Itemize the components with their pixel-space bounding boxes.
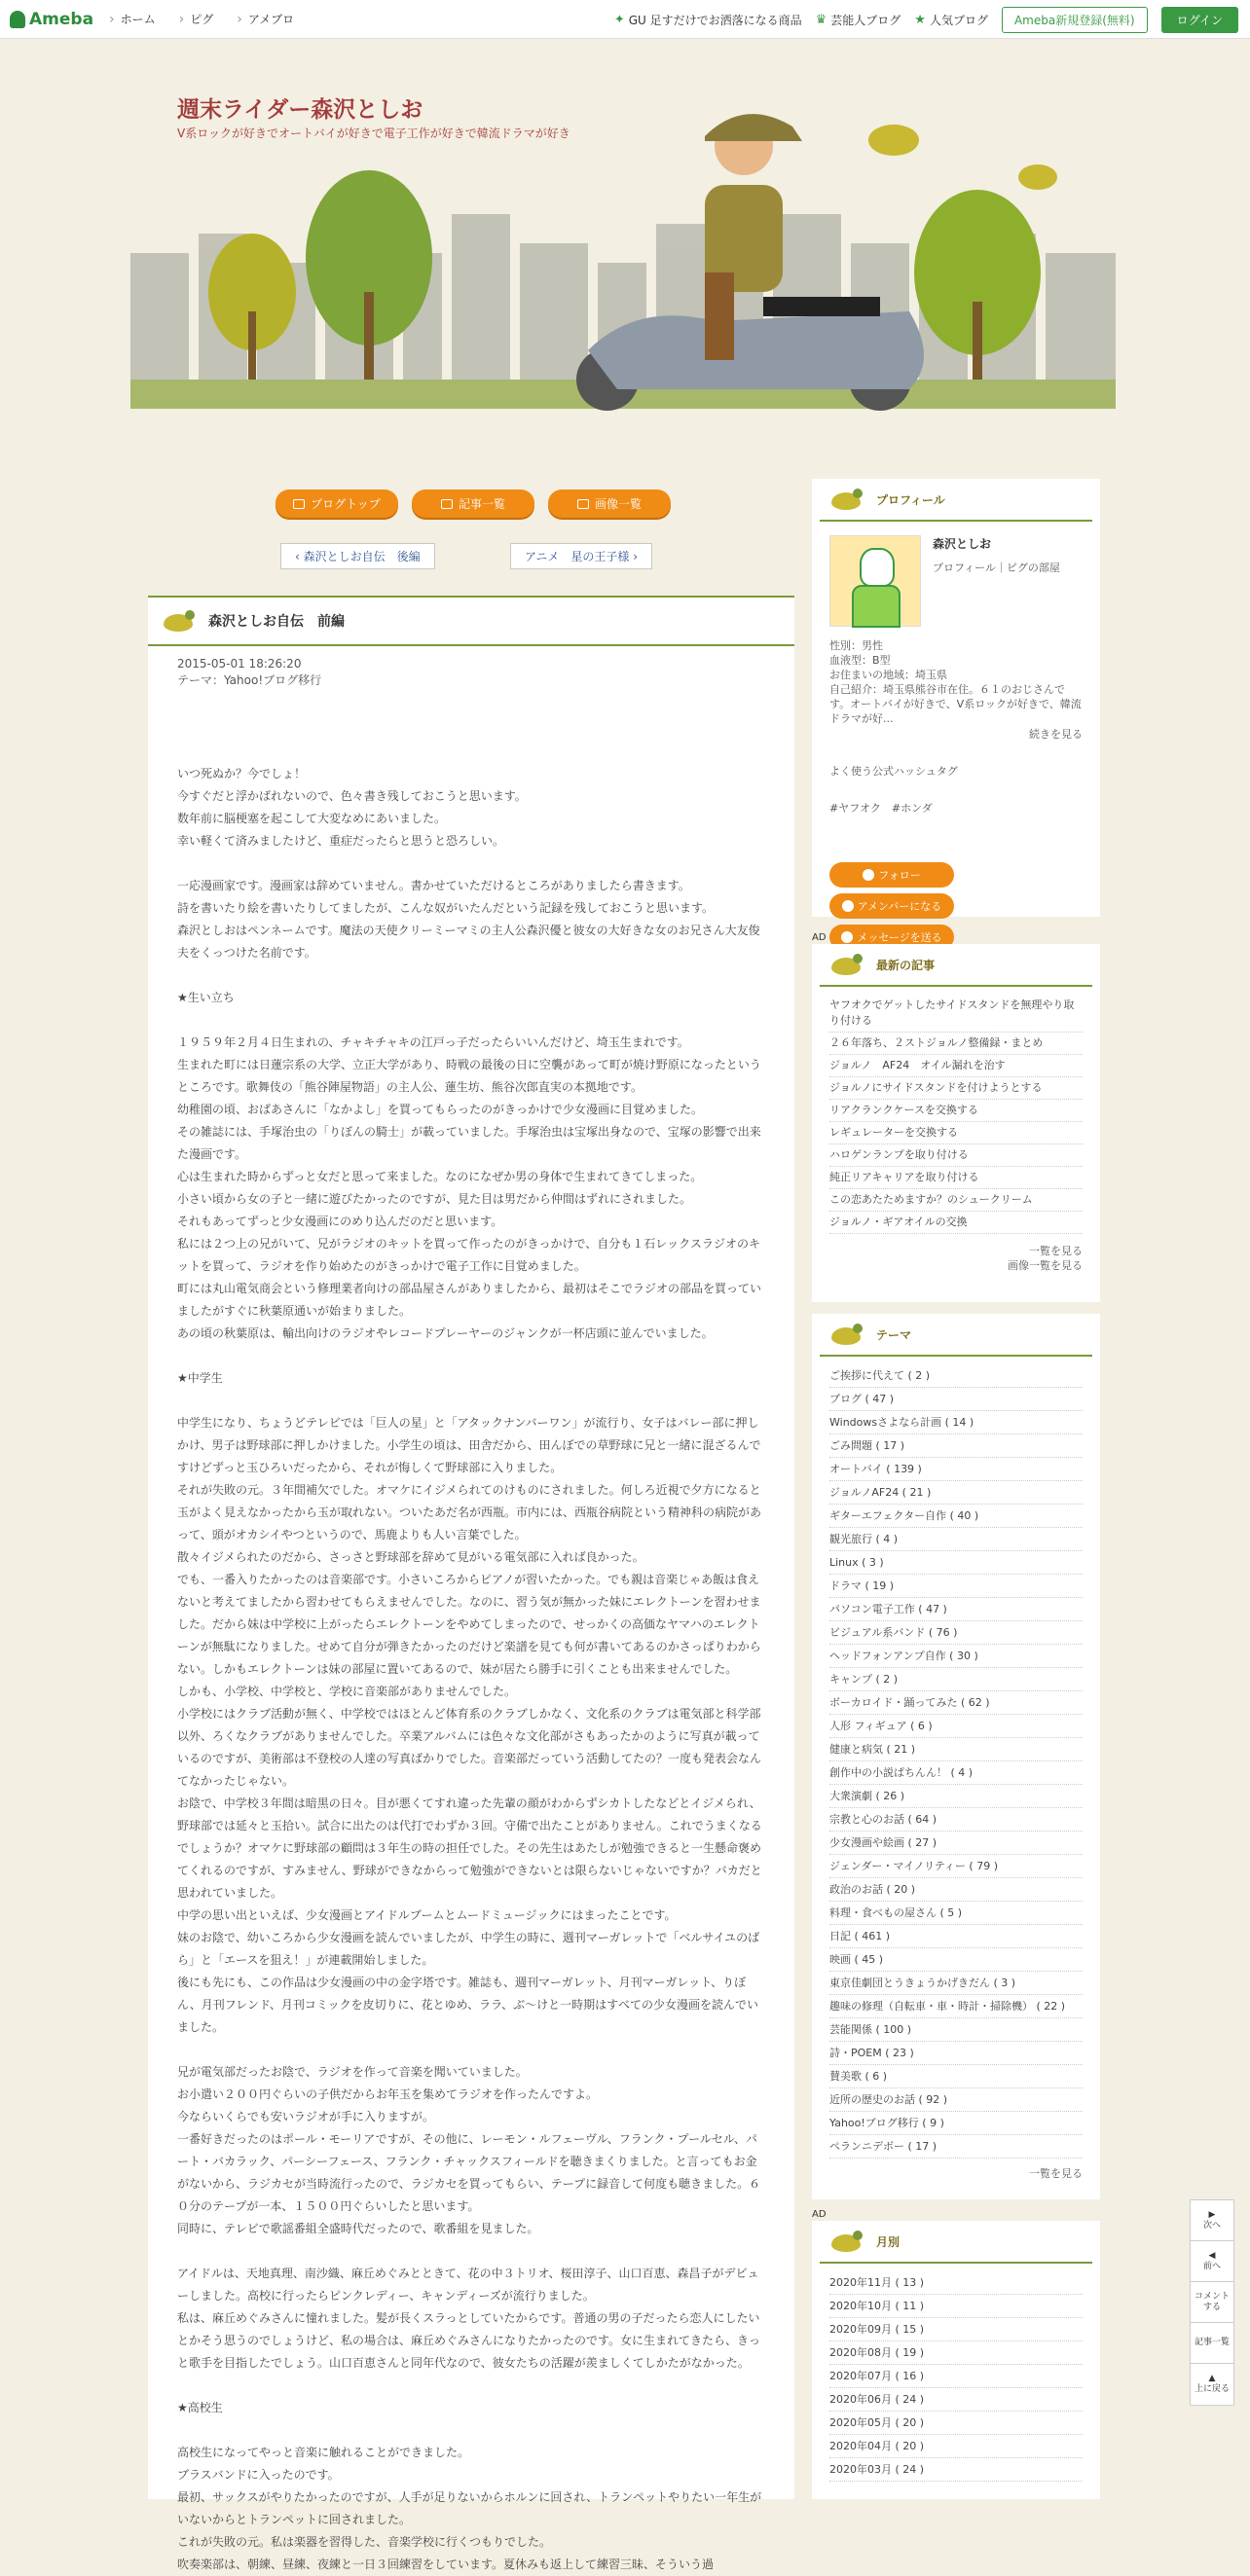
nav-pigg[interactable]: › ピグ xyxy=(179,11,214,27)
theme-item[interactable]: ジェンダー・マイノリティー ( 79 ) xyxy=(829,1855,1083,1878)
month-item[interactable]: 2020年09月 ( 15 ) xyxy=(829,2318,1083,2341)
home-icon xyxy=(293,499,305,509)
prev-button[interactable]: ◀ 前へ xyxy=(1191,2241,1233,2282)
month-item[interactable]: 2020年11月 ( 13 ) xyxy=(829,2271,1083,2295)
top-bar xyxy=(0,0,1250,39)
back-icon: ◀ xyxy=(1208,2250,1216,2261)
floating-nav xyxy=(1190,2199,1234,2406)
hashtag-title: よく使う公式ハッシュタグ xyxy=(829,765,958,778)
theme-item[interactable]: ギターエフェクター自作 ( 40 ) xyxy=(829,1505,1083,1528)
month-item[interactable]: 2020年08月 ( 19 ) xyxy=(829,2341,1083,2365)
bird-icon xyxy=(827,487,866,512)
list-item[interactable]: ジョルノ・ギアオイルの交換 xyxy=(829,1212,1083,1234)
theme-item[interactable]: 料理・食べもの屋さん ( 5 ) xyxy=(829,1902,1083,1925)
month-item[interactable]: 2020年10月 ( 11 ) xyxy=(829,2295,1083,2318)
mail-icon xyxy=(841,931,853,943)
list-item[interactable]: レギュレーターを交換する xyxy=(829,1122,1083,1144)
theme-item[interactable]: 趣味の修理（自転車・車・時計・掃除機） ( 22 ) xyxy=(829,1995,1083,2018)
article-body: いつ死ぬか？今でしょ！ 今すぐだと浮かばれないので、色々書き残しておこうと思います。 数年前に脳梗塞を起こして大変なめにあいました。 幸い軽くて済みましたけど、重症だったらと思うと恐ろしい。 一応漫画家です。漫画家は辞めていません。書かせていただけるところがありましたら書きます。 詩を書いたり絵を書いたりしてましたが、こんな奴がいたんだという記録を残しておこうと思います。 森沢としおはペンネームです。魔法の天使クリーミーマミの主人公森沢優と彼女の大好きな女のお兄さん大友俊夫をくっつけた名前です。 ★生い立ち １９５９年２月４日生まれの、チャキチャキの江戸っ子だったらいいんだけど、埼玉生まれです。 生まれた町には日蓮宗系の大学、立正大学があり、時戦の最後の日に空襲があって町が焼け野原になったというところです。歌舞伎の「熊谷陣屋物語」の主人公、蓮生坊、熊谷次郎直実の本拠地です。 幼稚園の頃、おばあさんに「なかよし」を買ってもらったのがきっかけで少女漫画に目覚めました。 その雑誌には、手塚治虫の「りぼんの騎士」が載っていました。手塚治虫は宝塚出身なので、宝塚の影響で出来た漫画です。 心は生まれた時からずっと女だと思って来ました。なのになぜか男の身体で生まれてきてしまった。 小さい頃から女の子と一緒に遊びたかったのですが、見た目は男だから仲間はずれにされました。 それもあってずっと少女漫画にのめり込んだのだと思います。 私には２つ上の兄がいて、兄がラジオのキットを買って作ったのがきっかけで、自分も１石レックスラジオのキットを買って、ラジオを作り始めたのがきっかけで電子工作に目覚めました。 町には丸山電気商会という修理業者向けの部品屋さんがありましたから、最初はそこでラジオの部品を買っていましたがすぐに秋葉原通いが始まりました。 あの頃の秋葉原は、輸出向けのラジオやレコードプレーヤーのジャンクが一杯店頭に並んでいました。 ★中学生 中学生になり、ちょうどテレビでは「巨人の星」と「アタックナンバーワン」が流行り、女子はバレー部に押しかけ、男子は野球部に押しかけました。小学生の頃は、田舎だから、田んぼでの草野球に兄と一緒に混ざるんですけどずっと玉ひろいだったから、それが悔しくて野球部に入りました。 それが失敗の元。３年間補欠でした。オマケにイジメられてのけものにされました。何しろ近視で夕方になると玉がよく見えなかったから玉が取れない。ついたあだ名が西瓶。市内には、西瓶谷病院という精神科の病院があって、頭がオカシイやつというので、馬鹿よりも人い言葉でした。 散々イジメられたのだから、さっさと野球部を辞めて見がいる電気部に入れば良かった。 でも、一番入りたかったのは音楽部です。小さいころからピアノが習いたかった。でも親は音楽じゃあ飯は食えないと考えてましたから習わせてもらえませんでした。なのに、習う気が無かった妹にエレクトーンを習わせました。だから妹は中学校に上がったらエレクトーンをやめてしまったので、せっかくの高価なヤマハのエレクトーンが無駄になりました。せめて自分が弾きたかったのだけど楽譜を見ても何が書いてあるのかさっぱりわからない。しかもエレクトーンは妹の部屋に置いてあるので、妹が居たら勝手に引くことも出来ませんでした。 しかも、小学校、中学校と、学校に音楽部がありませんでした。 小学校にはクラブ活動が無く、中学校ではほとんど体育系のクラブしかなく、文化系のクラブは電気部と科学部以外、ろくなクラブがありませんでした。卒業アルバムには色々な文化部がさもあったかのように写真が載っているのですが、美術部は不登校の人達の写真ばかりでした。音楽部だっていう活動してたの？一度も発表会なんてなかったじゃない。 お陰で、中学校３年間は暗黒の日々。目が悪くてすれ違った先輩の顔がわからずシカトしたなどとイジメられ、野球部では延々と玉拾い。試合に出たのは代打でわずか３回。守備で出たことがありません。これでうまくなるでしょうか？オマケに野球部の顧問は３年生の時の担任でした。その先生はあたしが勉強できると一生懸命褒めてくれるのですが、すみません、野球ができなからって勉強ができないとは限らないじゃないですか？バカだと思われていました。 中学の思い出といえば、少女漫画とアイドルブームとムードミュージックにはまったことです。 妹のお陰で、幼いころから少女漫画を読んでいましたが、中学生の時に、週刊マーガレットで「ベルサイユのばら」と「エースを狙え！」が連載開始しました。 後にも先にも、この作品は少女漫画の中の金字塔です。雑誌も、週刊マーガレット、月刊マーガレット、りぼん、月刊フレンド、月刊コミックを皮切りに、花とゆめ、ララ、ぶ〜けと一時期はすべての少女漫画を読んでいました。 兄が電気部だったお陰で、ラジオを作って音楽を聞いていました。 お小遣い２００円ぐらいの子供だからお年玉を集めてラジオを作ったんですよ。 今ならいくらでも安いラジオが手に入りますが。 一番好きだったのはポール・モーリアですが、その他に、レーモン・ルフェーヴル、フランク・プールセル、パート・バカラック、パーシーフェース、フランク・チャックスフィールドを聴きまくりました。と言ってもお金がないから、ラジカセが当時流行ったので、ラジカセを買ってもらい、テープに録音して何度も聴きました。６０分のテープが一本、１５００円ぐらいしたと思います。 同時に、テレビで歌謡番組全盛時代だったので、歌番組を見ました。 アイドルは、天地真理、南沙織、麻丘めぐみとときて、花の中３トリオ、桜田淳子、山口百恵、森昌子がデビューしました。高校に行ったらピンクレディー、キャンディーズが流行りました。 私は、麻丘めぐみさんに憧れました。髪が長くスラっとしていたからです。普通の男の子だったら恋人にしたいとかそう思うのでしょうけど、私の場合は、麻丘めぐみさんになりたかったのです。女に生まれてきたら、きっと歌手を目指したでしょう。山口百恵さんと同年代なので、彼女たちの活躍が羨ましくてしかたがなかった。 ★高校生 高校生になってやっと音楽に触れることができました。 ブラスバンドに入ったのです。 最初、サックスがやりたかったのですが、人手が足りないからホルンに回され、トランペットやりたい一年生がいないからとトランペットに回されました。 これが失敗の元。私は楽器を習得した、音楽学校に行くつもりでした。 吹奏楽部は、朝練、昼練、夜練と一日３回練習をしています。夏休みも返上して練習三昧、そういう過 xyxy=(177,767,762,2571)
recent-articles-widget xyxy=(812,944,1100,1302)
themes-widget xyxy=(812,1314,1100,2199)
camera-icon xyxy=(577,499,589,509)
blog-title[interactable]: 週末ライダー森沢としお xyxy=(177,97,423,123)
theme-item[interactable]: Yahoo!ブログ移行 ( 9 ) xyxy=(829,2112,1083,2135)
themes-list xyxy=(812,1357,1100,2189)
follow-button[interactable]: フォロー xyxy=(829,862,954,888)
back-to-top-button[interactable]: ▲ 上に戻る xyxy=(1194,2374,1230,2394)
popular-blog-link[interactable]: ★ 人気ブログ xyxy=(914,13,988,27)
theme-item[interactable]: ブログ ( 47 ) xyxy=(829,1388,1083,1411)
theme-item[interactable]: 東京佳劇団とうきょうかげきだん ( 3 ) xyxy=(829,1972,1083,1995)
profile-name[interactable]: 森沢としお xyxy=(933,537,992,551)
month-item[interactable]: 2020年03月 ( 24 ) xyxy=(829,2458,1083,2482)
theme-item[interactable]: 詩・POEM ( 23 ) xyxy=(829,2042,1083,2065)
prev-article-link[interactable]: ‹ 森沢としお自伝 後編 xyxy=(280,543,435,569)
theme-item[interactable]: オートバイ ( 139 ) xyxy=(829,1458,1083,1481)
theme-item[interactable]: 観光旅行 ( 4 ) xyxy=(829,1528,1083,1551)
article-list-button[interactable]: 記事一覧 xyxy=(412,490,534,518)
plus-icon xyxy=(863,869,874,881)
amember-button[interactable]: アメンバーになる xyxy=(829,893,954,919)
article-meta xyxy=(177,656,321,689)
theme-item[interactable]: 人形 フィギュア ( 6 ) xyxy=(829,1715,1083,1738)
nav-ameblo[interactable]: › アメブロ xyxy=(237,11,294,27)
bird-icon xyxy=(827,2229,866,2254)
monthly-widget xyxy=(812,2221,1100,2499)
image-list-button[interactable]: 画像一覧 xyxy=(548,490,671,518)
themes-heading: テーマ xyxy=(876,1327,912,1342)
star-icon: ★ xyxy=(914,13,926,27)
ameba-logo[interactable]: Ameba xyxy=(10,10,93,29)
register-button[interactable]: Ameba新規登録(無料) xyxy=(1002,7,1148,33)
frog-icon xyxy=(10,11,25,28)
login-button[interactable]: ログイン xyxy=(1161,7,1238,33)
theme-item[interactable]: 健康と病気 ( 21 ) xyxy=(829,1738,1083,1761)
list-item[interactable]: ２６年落ち、２ストジョルノ整備録・まとめ xyxy=(829,1033,1083,1055)
profile-heading: プロフィール xyxy=(820,479,1092,522)
list-item[interactable]: この恋あたためますか？のシュークリーム xyxy=(829,1189,1083,1212)
promo-link[interactable]: ✦ GU 足すだけでお洒落になる商品 xyxy=(613,13,802,27)
months-heading: 月別 xyxy=(876,2234,901,2249)
article-date: 2015-05-01 18:26:20 xyxy=(177,657,302,671)
theme-item[interactable]: 政治のお話 ( 20 ) xyxy=(829,1878,1083,1902)
theme-item[interactable]: 賛美歌 ( 6 ) xyxy=(829,2065,1083,2088)
month-item[interactable]: 2020年04月 ( 20 ) xyxy=(829,2435,1083,2458)
theme-item[interactable]: ヘッドフォンアンプ自作 ( 30 ) xyxy=(829,1645,1083,1668)
next-article-link[interactable]: アニメ 星の王子様 › xyxy=(510,543,652,569)
bird-icon xyxy=(160,608,199,634)
article-header xyxy=(148,596,794,646)
list-item[interactable]: ハロゲンランプを取り付ける xyxy=(829,1144,1083,1167)
star-icon: ✦ xyxy=(613,13,625,27)
blog-description: V系ロックが好きでオートバイが好きで電子工作が好きで韓流ドラマが好き xyxy=(177,127,570,140)
list-item[interactable]: ヤフオクでゲットしたサイドスタンドを無理やり取り付ける xyxy=(829,995,1083,1033)
next-button[interactable]: ▶ 次へ xyxy=(1191,2200,1233,2241)
ad-label: AD xyxy=(812,932,827,943)
article-pager xyxy=(280,543,652,569)
crown-icon: ♛ xyxy=(815,13,827,27)
comment-button[interactable]: コメントする xyxy=(1191,2282,1233,2323)
avatar[interactable] xyxy=(829,535,921,627)
blog-top-button[interactable]: ブログトップ xyxy=(276,490,398,518)
hashtags[interactable]: #ヤフオク #ホンダ xyxy=(829,802,933,815)
play-icon: ▶ xyxy=(1208,2209,1216,2220)
nav-home[interactable]: › ホーム xyxy=(109,11,156,27)
list-item[interactable]: リアクランクケースを交換する xyxy=(829,1100,1083,1122)
theme-item[interactable]: 近所の歴史のお話 ( 92 ) xyxy=(829,2088,1083,2112)
theme-item[interactable]: 大衆演劇 ( 26 ) xyxy=(829,1785,1083,1808)
theme-item[interactable]: ドラマ ( 19 ) xyxy=(829,1575,1083,1598)
profile-info: 性別：男性 血液型：B型 お住まいの地域：埼玉県 自己紹介：埼玉県熊谷市在住。６１のおじさんです。オートバイが好きで、V系ロックが好きで、韓流ドラマが好... xyxy=(829,639,1082,725)
article-theme[interactable]: テーマ：Yahoo!ブログ移行 xyxy=(177,673,322,687)
blog-header xyxy=(130,68,1116,428)
recent-see-all[interactable]: 一覧を見る xyxy=(1029,1245,1083,1257)
question-icon xyxy=(842,900,854,912)
theme-item[interactable]: ジョルノAF24 ( 21 ) xyxy=(829,1481,1083,1505)
theme-item[interactable]: ボーカロイド・踊ってみた ( 62 ) xyxy=(829,1691,1083,1715)
theme-item[interactable]: Windowsさよなら計画 ( 14 ) xyxy=(829,1411,1083,1434)
celebrity-blog-link[interactable]: ♛ 芸能人ブログ xyxy=(815,13,901,27)
theme-item[interactable]: 芸能関係 ( 100 ) xyxy=(829,2018,1083,2042)
theme-item[interactable]: ご挨拶に代えて ( 2 ) xyxy=(829,1364,1083,1388)
theme-item[interactable]: パソコン電子工作 ( 47 ) xyxy=(829,1598,1083,1621)
profile-more-link[interactable]: 続きを見る xyxy=(1029,728,1083,741)
theme-item[interactable]: 映画 ( 45 ) xyxy=(829,1948,1083,1972)
up-arrow-icon: ▲ xyxy=(1208,2374,1216,2383)
themes-see-all[interactable]: 一覧を見る xyxy=(1029,2167,1083,2180)
bird-icon xyxy=(827,952,866,977)
theme-item[interactable]: 少女漫画や絵画 ( 27 ) xyxy=(829,1832,1083,1855)
recent-heading: 最新の記事 xyxy=(876,958,936,972)
month-item[interactable]: 2020年06月 ( 24 ) xyxy=(829,2388,1083,2412)
article-list-float-button[interactable]: 記事一覧 xyxy=(1191,2323,1233,2364)
message-button[interactable]: メッセージを送る xyxy=(829,925,954,950)
theme-item[interactable]: ビジュアル系バンド ( 76 ) xyxy=(829,1621,1083,1645)
list-item[interactable]: ジョルノ AF24 オイル漏れを治す xyxy=(829,1055,1083,1077)
theme-item[interactable]: 宗教と心のお話 ( 64 ) xyxy=(829,1808,1083,1832)
theme-item[interactable]: Linux ( 3 ) xyxy=(829,1551,1083,1575)
image-list-link[interactable]: 画像一覧を見る xyxy=(1008,1259,1083,1272)
blog-nav-buttons xyxy=(276,490,671,518)
list-item[interactable]: ジョルノにサイドスタンドを付けようとする xyxy=(829,1077,1083,1100)
list-item[interactable]: 純正リアキャリアを取り付ける xyxy=(829,1167,1083,1189)
profile-links[interactable]: プロフィール｜ピグの部屋 xyxy=(933,562,1060,574)
theme-item[interactable]: キャンプ ( 2 ) xyxy=(829,1668,1083,1691)
theme-item[interactable]: ごみ問題 ( 17 ) xyxy=(829,1434,1083,1458)
theme-item[interactable]: 日記 ( 461 ) xyxy=(829,1925,1083,1948)
ad-label: AD xyxy=(812,2209,827,2220)
month-item[interactable]: 2020年05月 ( 20 ) xyxy=(829,2412,1083,2435)
month-item[interactable]: 2020年07月 ( 16 ) xyxy=(829,2365,1083,2388)
article xyxy=(148,596,794,2571)
list-icon xyxy=(441,499,453,509)
bird-icon xyxy=(827,1322,866,1347)
theme-item[interactable]: 創作中の小説ぱちんん！ ( 4 ) xyxy=(829,1761,1083,1785)
theme-item[interactable]: ペランニデボー ( 17 ) xyxy=(829,2135,1083,2159)
article-title[interactable]: 森沢としお自伝 前編 xyxy=(208,614,345,630)
